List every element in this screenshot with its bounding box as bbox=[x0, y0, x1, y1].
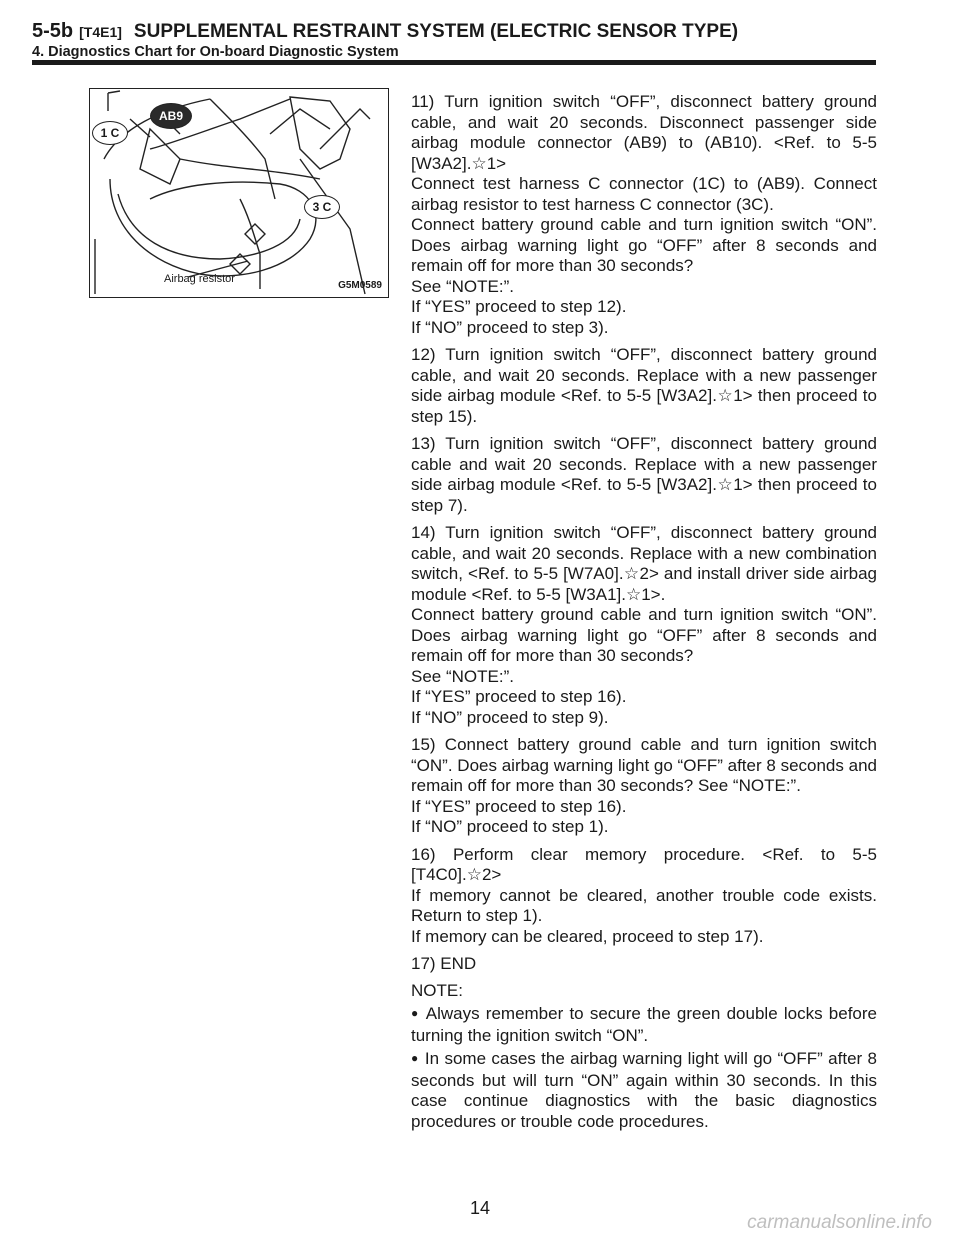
step-14 bbox=[411, 523, 877, 728]
step-paragraph: Connect test harness C connector (1C) to (AB9). Connect airbag resistor to test harness C connector (3C). bbox=[411, 174, 877, 214]
step-paragraph: 15) Connect battery ground cable and turn ignition switch “ON”. Does airbag warning light go “OFF” after 8 seconds and remain off for more than 30 seconds? See “NOTE:”. bbox=[411, 735, 877, 795]
step-paragraph: If “NO” proceed to step 3). bbox=[411, 317, 609, 337]
airbag-resistor-figure bbox=[89, 88, 389, 298]
step-paragraph: If “NO” proceed to step 9). bbox=[411, 707, 609, 727]
step-paragraph: 12) Turn ignition switch “OFF”, disconnect battery ground cable, and wait 20 seconds. Replace with a new passenger side airbag module <Ref. to 5-5 [W3A2].☆1> then proceed to step 15). bbox=[411, 345, 877, 426]
note-bullet: ● Always remember to secure the green double locks before turning the ignition switch “ON”. bbox=[411, 1004, 877, 1046]
note-heading: NOTE: bbox=[411, 980, 463, 1000]
section-number: 5-5b bbox=[32, 20, 74, 42]
step-paragraph: 17) END bbox=[411, 954, 477, 973]
step-paragraph: 16) Perform clear memory procedure. <Ref. to 5-5 [T4C0].☆2> bbox=[411, 844, 877, 884]
step-paragraph: 14) Turn ignition switch “OFF”, disconnect battery ground cable, and wait 20 seconds. Replace with a new combination switch, <Ref. to 5-5 [W7A0].☆2> and install driver side airbag module <Ref. to 5-5 [W3A1].☆1>. bbox=[411, 523, 877, 604]
step-paragraph: If “YES” proceed to step 16). bbox=[411, 796, 627, 816]
airbag-resistor-label: Airbag resistor bbox=[164, 273, 235, 285]
callout-ab9: AB9 bbox=[150, 103, 192, 129]
step-17 bbox=[411, 954, 877, 975]
section-title: SUPPLEMENTAL RESTRAINT SYSTEM (ELECTRIC SENSOR TYPE) bbox=[133, 21, 739, 42]
step-15 bbox=[411, 735, 877, 838]
step-12 bbox=[411, 345, 877, 427]
page-number: 14 bbox=[469, 1198, 491, 1218]
step-paragraph: If memory cannot be cleared, another trouble code exists. Return to step 1). bbox=[411, 885, 877, 925]
step-paragraph: If “NO” proceed to step 1). bbox=[411, 817, 609, 836]
step-paragraph: Connect battery ground cable and turn ignition switch “ON”. Does airbag warning light go “OFF” after 8 seconds and remain off for more than 30 seconds? bbox=[411, 605, 877, 665]
step-paragraph: See “NOTE:”. bbox=[411, 276, 514, 296]
step-paragraph: 13) Turn ignition switch “OFF”, disconnect battery ground cable and wait 20 seconds. Replace with a new passenger side airbag module <Ref. to 5-5 [W3A2].☆1> then proceed to step 7). bbox=[411, 434, 877, 515]
step-16 bbox=[411, 845, 877, 948]
page-header bbox=[32, 20, 896, 61]
callout-1c: 1 C bbox=[92, 121, 128, 145]
watermark: carmanualsonline.info bbox=[747, 1212, 932, 1233]
figure-code: G5M0589 bbox=[338, 280, 382, 291]
step-paragraph: If memory can be cleared, proceed to step 17). bbox=[411, 926, 764, 946]
procedure-text bbox=[411, 92, 877, 1132]
section-code: [T4E1] bbox=[79, 24, 122, 40]
step-paragraph: See “NOTE:”. bbox=[411, 666, 514, 686]
figure-drawing bbox=[90, 89, 387, 296]
callout-3c: 3 C bbox=[304, 195, 340, 219]
note-bullet: ● In some cases the airbag warning light will go “OFF” after 8 seconds but will turn “ON” again within 30 seconds. In this case continue diagnostics with the basic diagnostics procedures or trouble code procedures. bbox=[411, 1049, 877, 1132]
header-rule bbox=[32, 60, 876, 65]
step-paragraph: Connect battery ground cable and turn ignition switch “ON”. Does airbag warning light go “OFF” after 8 seconds and remain off for more than 30 seconds? bbox=[411, 215, 877, 275]
header-title-line bbox=[32, 20, 896, 43]
step-paragraph: If “YES” proceed to step 12). bbox=[411, 297, 627, 316]
step-13 bbox=[411, 434, 877, 516]
step-paragraph: 11) Turn ignition switch “OFF”, disconnect battery ground cable, and wait 20 seconds. Disconnect passenger side airbag module connector (AB9) to (AB10). <Ref. to 5-5 [W3A2].☆1> bbox=[411, 92, 877, 173]
section-subtitle: 4. Diagnostics Chart for On-board Diagnostic System bbox=[32, 44, 399, 60]
step-11 bbox=[411, 92, 877, 338]
step-paragraph: If “YES” proceed to step 16). bbox=[411, 687, 627, 706]
